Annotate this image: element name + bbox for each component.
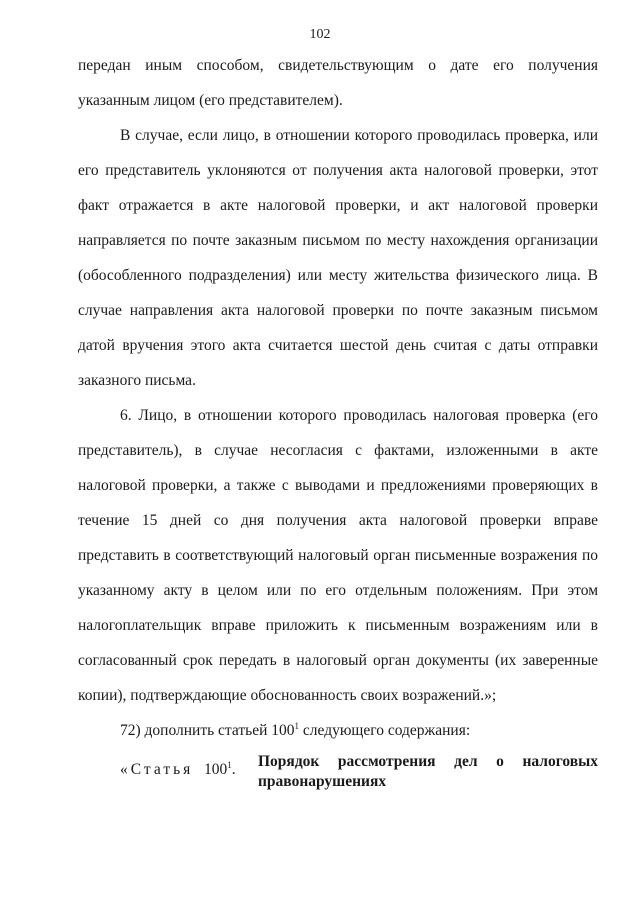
amendment-prefix: 72) дополнить статьей 100 <box>120 722 295 739</box>
paragraph-continuation: передан иным способом, свидетельствующим о дате его получения указанным лицом (его представителем). <box>78 57 598 109</box>
amendment-suffix: следующего содержания: <box>299 722 471 739</box>
article-number <box>204 752 236 787</box>
article-number-base: 100 <box>204 761 228 778</box>
article-number-dot: . <box>231 761 236 778</box>
article-title: Порядок рассмотрения дел о налоговых правонарушениях <box>258 753 598 790</box>
paragraph-objections: 6. Лицо, в отношении которого проводилась налоговая проверка (его представитель), в случае несогласия с фактами, изложенными в акте налоговой проверки, а также с выводами и предложениями проверяющих в течение 15 дней со дня получения акта налоговой проверки вправе представить в соответствующий налоговый орган письменные возражения по указанному акту в целом или по его отдельным положениям. При этом налогоплательщик вправе приложить к письменным возражениям или в согласованный срок передать в налоговый орган документы (их заверенные копии), подтверждающие обоснованность своих возражений.»; <box>78 407 598 704</box>
paragraph-evasion: В случае, если лицо, в отношении которого проводилась проверка, или его представитель уклоняются от получения акта налоговой проверки, этот факт отражается в акте налоговой проверки, и акт налоговой проверки направляется по почте заказным письмом по месту нахождения организации (обособленного подразделения) или месту жительства физического лица. В случае направления акта налоговой проверки по почте заказным письмом датой вручения этого акта считается шестой день считая с даты отправки заказного письма. <box>78 127 598 389</box>
amendment-line <box>78 713 598 748</box>
article-heading <box>78 752 598 812</box>
article-number-sup: 1 <box>227 759 232 770</box>
page-number: 102 <box>309 27 331 42</box>
article-label: «Статья <box>120 761 194 778</box>
amendment-sup: 1 <box>294 720 300 731</box>
document-body <box>78 48 598 812</box>
